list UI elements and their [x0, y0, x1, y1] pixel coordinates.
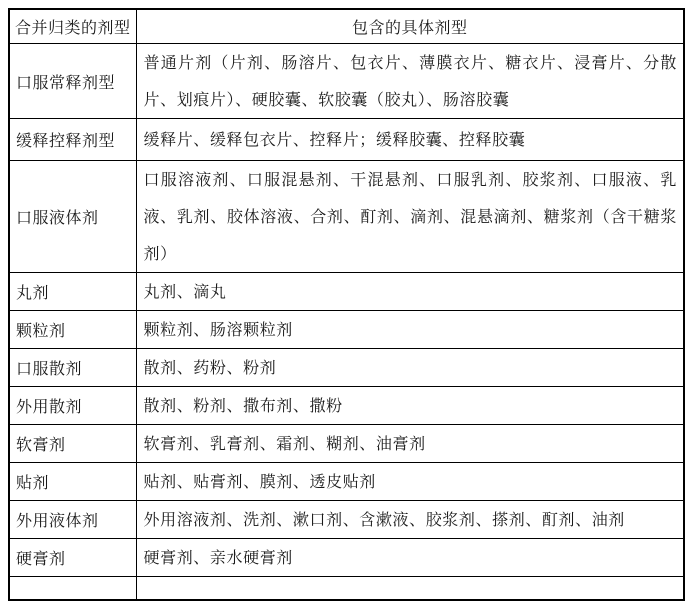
dosage-form-table [8, 8, 685, 601]
table-row [9, 161, 684, 273]
category-cell: 口服液体剂 [9, 161, 136, 273]
details-cell: 外用溶液剂、洗剂、漱口剂、含漱液、胶浆剂、搽剂、酊剂、油剂 [136, 501, 684, 539]
details-cell: 贴剂、贴膏剂、膜剂、透皮贴剂 [136, 463, 684, 501]
details-cell: 软膏剂、乳膏剂、霜剂、糊剂、油膏剂 [136, 425, 684, 463]
details-cell: 硬膏剂、亲水硬膏剂 [136, 539, 684, 577]
document-page [8, 8, 685, 601]
table-row [9, 349, 684, 387]
category-cell: 口服散剂 [9, 349, 136, 387]
table-row [9, 273, 684, 311]
header-category: 合并归类的剂型 [9, 9, 136, 44]
details-cell [136, 577, 684, 601]
details-cell: 普通片剂（片剂、肠溶片、包衣片、薄膜衣片、糖衣片、浸膏片、分散片、划痕片）、硬胶囊、软胶囊（胶丸）、肠溶胶囊 [136, 44, 684, 119]
table-header-row [9, 9, 684, 44]
category-cell: 外用散剂 [9, 387, 136, 425]
table-row [9, 501, 684, 539]
category-cell: 口服常释剂型 [9, 44, 136, 119]
category-cell: 颗粒剂 [9, 311, 136, 349]
table-row [9, 387, 684, 425]
table-row-partial [9, 577, 684, 601]
category-cell: 硬膏剂 [9, 539, 136, 577]
details-cell: 口服溶液剂、口服混悬剂、干混悬剂、口服乳剂、胶浆剂、口服液、乳液、乳剂、胶体溶液、合剂、酊剂、滴剂、混悬滴剂、糖浆剂（含干糖浆剂） [136, 161, 684, 273]
table-row [9, 44, 684, 119]
header-details: 包含的具体剂型 [136, 9, 684, 44]
category-cell: 缓释控释剂型 [9, 119, 136, 161]
category-cell: 贴剂 [9, 463, 136, 501]
category-cell: 丸剂 [9, 273, 136, 311]
category-cell: 外用液体剂 [9, 501, 136, 539]
category-cell: 软膏剂 [9, 425, 136, 463]
details-cell: 丸剂、滴丸 [136, 273, 684, 311]
table-row [9, 463, 684, 501]
table-row [9, 425, 684, 463]
details-cell: 缓释片、缓释包衣片、控释片；缓释胶囊、控释胶囊 [136, 119, 684, 161]
table-row [9, 119, 684, 161]
details-cell: 散剂、药粉、粉剂 [136, 349, 684, 387]
details-cell: 颗粒剂、肠溶颗粒剂 [136, 311, 684, 349]
table-row [9, 311, 684, 349]
details-cell: 散剂、粉剂、撒布剂、撒粉 [136, 387, 684, 425]
category-cell [9, 577, 136, 601]
